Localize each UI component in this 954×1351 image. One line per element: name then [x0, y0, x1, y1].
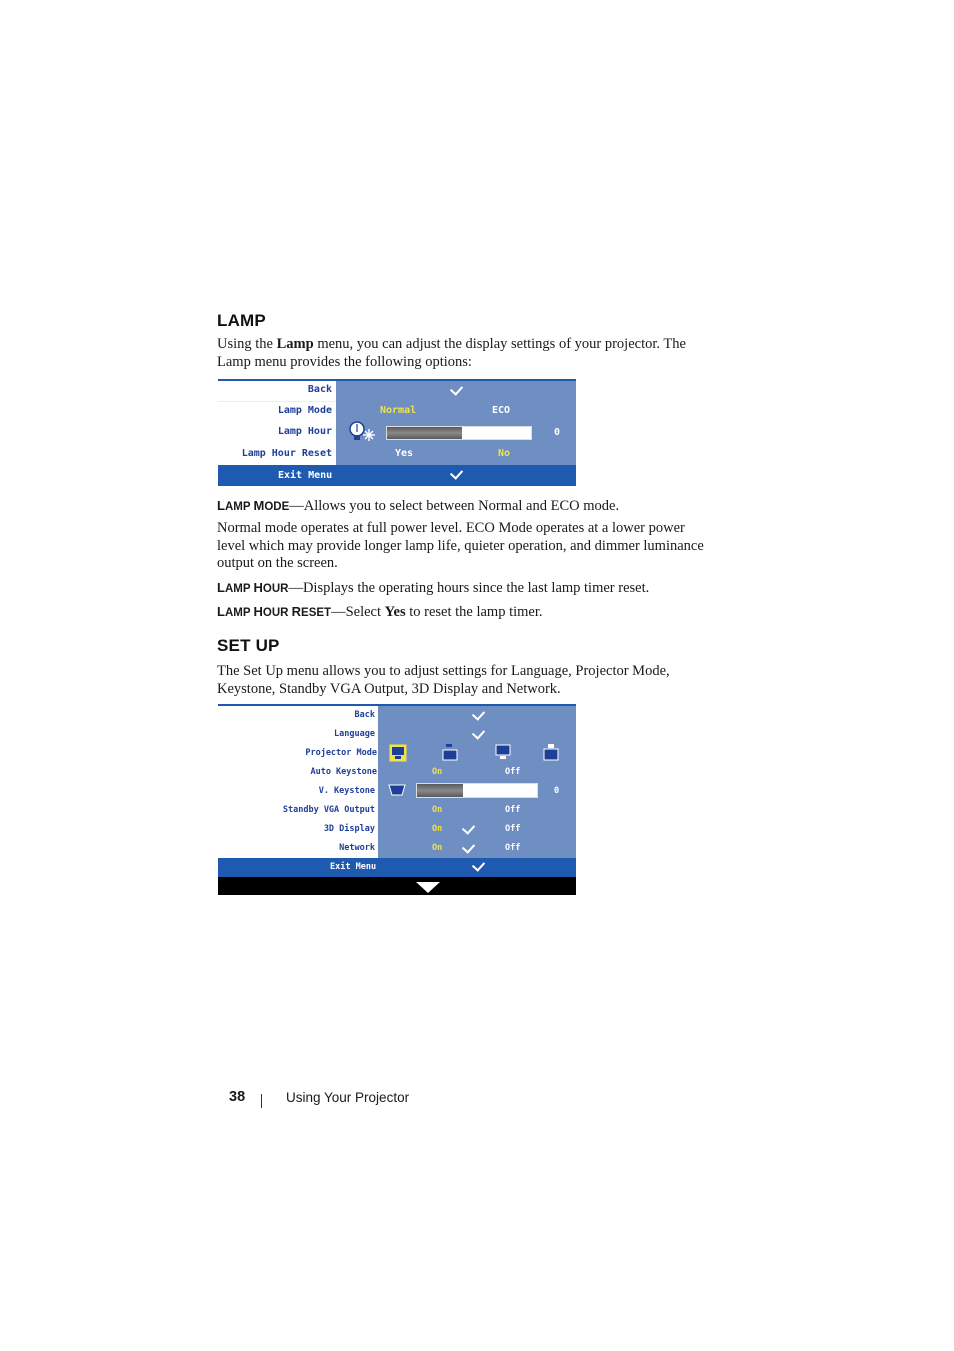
setup-menu-network[interactable]: Network — [339, 843, 375, 853]
lamp-hour-bar-fill — [387, 427, 462, 439]
reset-no-option[interactable]: No — [498, 448, 511, 459]
setup-menu-3d-display[interactable]: 3D Display — [323, 824, 375, 834]
auto-keystone-on-option[interactable]: On — [432, 767, 443, 777]
lamp-menu-exit-row[interactable] — [218, 465, 576, 486]
standby-vga-off-option[interactable]: Off — [505, 805, 521, 815]
setup-menu-standby-vga[interactable]: Standby VGA Output — [282, 805, 375, 815]
scroll-down-arrow-icon[interactable] — [416, 882, 440, 893]
lamp-menu-back[interactable]: Back — [307, 384, 332, 395]
setup-menu-projector-mode[interactable]: Projector Mode — [305, 748, 377, 758]
lamp-bulb-icon — [347, 420, 377, 444]
page-number: 38 — [229, 1089, 246, 1105]
v-keystone-value: 0 — [554, 786, 560, 796]
lamp-hour-reset-term: LAMP HOUR RESET — [217, 604, 332, 619]
lamp-heading: LAMP — [217, 311, 266, 330]
setup-menu-screenshot — [218, 704, 576, 895]
lamp-menu-lamp-hour-reset[interactable]: Lamp Hour Reset — [241, 448, 332, 459]
lamp-hour-value: 0 — [554, 427, 561, 438]
lamp-mode-normal-option[interactable]: Normal — [380, 405, 417, 416]
v-keystone-bar-fill — [417, 784, 463, 797]
lamp-hour-reset-paragraph: LAMP HOUR RESET—Select Yes to reset the lamp timer. — [217, 604, 543, 620]
footer-divider — [261, 1094, 262, 1108]
setup-intro: The Set Up menu allows you to adjust settings for Language, Projector Mode, Keystone, Standby VGA Output, 3D Display and Network. — [217, 663, 670, 697]
footer-title: Using Your Projector — [286, 1090, 410, 1105]
lamp-mode-term: LAMP MODE — [217, 498, 290, 513]
lamp-menu-lamp-hour[interactable]: Lamp Hour — [277, 426, 332, 437]
setup-menu-language[interactable]: Language — [334, 729, 375, 739]
front-projection-desktop-icon[interactable] — [389, 744, 407, 762]
keystone-trapezoid-icon — [388, 784, 406, 796]
lamp-hour-term: LAMP HOUR — [217, 580, 289, 595]
lamp-mode-eco-option[interactable]: ECO — [492, 405, 511, 416]
network-off-option[interactable]: Off — [505, 843, 521, 853]
setup-menu-scroll-strip[interactable] — [218, 877, 576, 895]
setup-heading: SET UP — [217, 636, 280, 655]
setup-menu-exit-row[interactable] — [218, 858, 576, 877]
lamp-intro: Using the Lamp menu, you can adjust the display settings of your projector. The Lamp menu provides the following options: — [217, 336, 686, 370]
lamp-menu-lamp-mode[interactable]: Lamp Mode — [277, 405, 332, 416]
setup-exit-check-icon — [472, 858, 485, 872]
lamp-menu-screenshot — [218, 379, 576, 486]
standby-vga-on-option[interactable]: On — [432, 805, 443, 815]
lamp-menu-exit-label: Exit Menu — [278, 470, 333, 481]
setup-menu-auto-keystone[interactable]: Auto Keystone — [310, 767, 377, 777]
lamp-mode-paragraph: LAMP MODE—Allows you to select between Normal and ECO mode. — [217, 498, 620, 514]
normal-mode-paragraph: Normal mode operates at full power level. ECO Mode operates at a lower power level which may provide longer lamp life, quieter operation, and dimmer luminance output on the screen. — [217, 520, 704, 571]
setup-menu-back[interactable]: Back — [354, 710, 375, 720]
auto-keystone-off-option[interactable]: Off — [505, 767, 521, 777]
rear-projection-desktop-icon[interactable] — [495, 744, 511, 762]
v-keystone-bar[interactable] — [416, 783, 538, 798]
front-projection-ceiling-icon[interactable] — [442, 744, 458, 762]
setup-menu-v-keystone[interactable]: V. Keystone — [318, 786, 375, 796]
network-on-option[interactable]: On — [432, 843, 443, 853]
exit-check-icon — [450, 466, 463, 480]
lamp-hour-bar — [386, 426, 532, 440]
lamp-hour-paragraph: LAMP HOUR—Displays the operating hours since the last lamp timer reset. — [217, 580, 650, 596]
3d-display-on-option[interactable]: On — [432, 824, 443, 834]
rear-projection-ceiling-icon[interactable] — [543, 744, 559, 762]
setup-menu-exit-label: Exit Menu — [330, 862, 377, 872]
reset-yes-option[interactable]: Yes — [395, 448, 414, 459]
3d-display-off-option[interactable]: Off — [505, 824, 521, 834]
